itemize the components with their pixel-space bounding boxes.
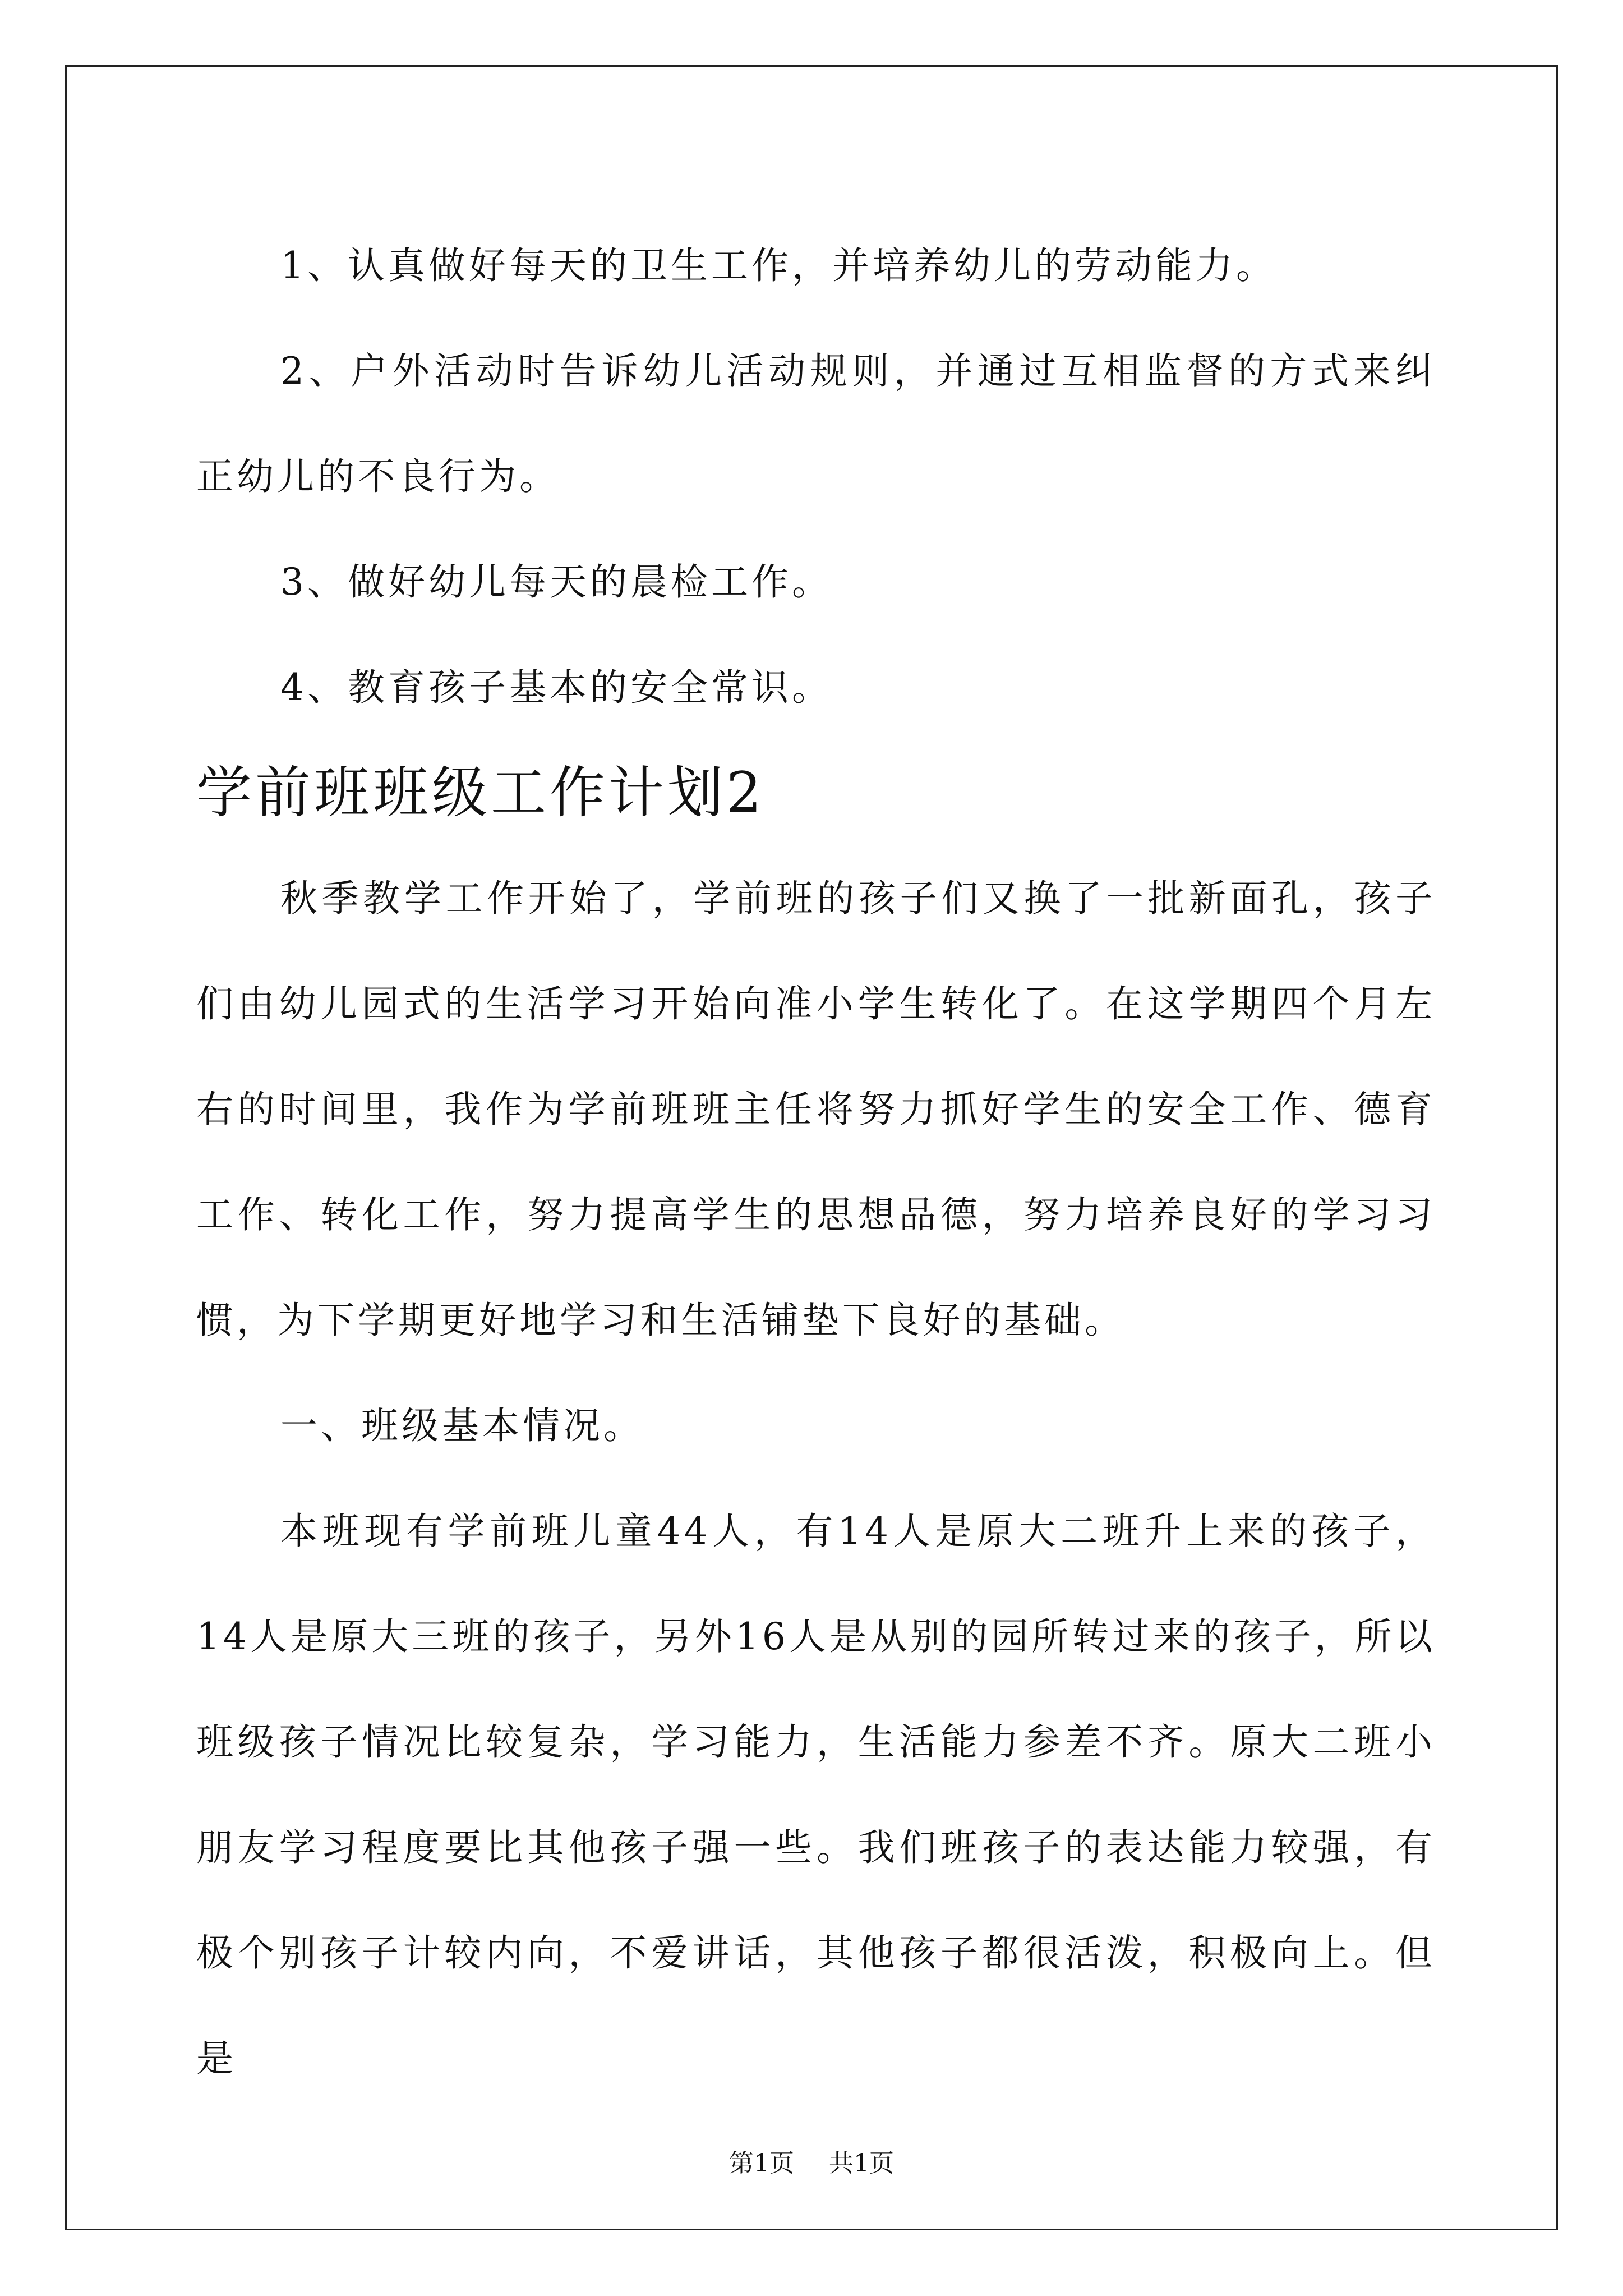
paragraph-3: 3、做好幼儿每天的晨检工作。 <box>280 560 832 604</box>
paragraph-2: 2、户外活动时告诉幼儿活动规则，并通过互相监督的方式来纠正幼儿的不良行为。 <box>196 349 1436 498</box>
page-total: 共1页 <box>829 2149 894 2178</box>
paragraph-1: 1、认真做好每天的卫生工作，并培养幼儿的劳动能力。 <box>280 244 1276 287</box>
paragraph-4: 4、教育孩子基本的安全常识。 <box>280 666 832 709</box>
paragraph-intro: 秋季教学工作开始了，学前班的孩子们又换了一批新面孔，孩子们由幼儿园式的生活学习开始向准小学生转化了。在这学期四个月左右的时间里，我作为学前班班主任将努力抓好学生的安全工作、德育工作、转化工作，努力提高学生的思想品德，努力培养良好的学习习惯，为下学期更好地学习和生活铺垫下良好的基础。 <box>196 877 1436 1342</box>
paragraph-class-situation: 本班现有学前班儿童44人，有14人是原大二班升上来的孩子，14人是原大三班的孩子，另外16人是从别的园所转过来的孩子，所以班级孩子情况比较复杂，学习能力，生活能力参差不齐。原大二班小朋友学习程度要比其他孩子强一些。我们班孩子的表达能力较强，有极个别孩子计较内向，不爱讲话，其他孩子都很活泼，积极向上。但是 <box>196 1510 1436 2080</box>
page-footer <box>0 2143 1623 2179</box>
document-body <box>196 213 1436 2111</box>
paragraph-section-one-title: 一、班级基本情况。 <box>280 1404 644 1447</box>
page-number: 第1页 <box>729 2149 794 2178</box>
section-heading: 学前班班级工作计划2 <box>196 761 765 825</box>
